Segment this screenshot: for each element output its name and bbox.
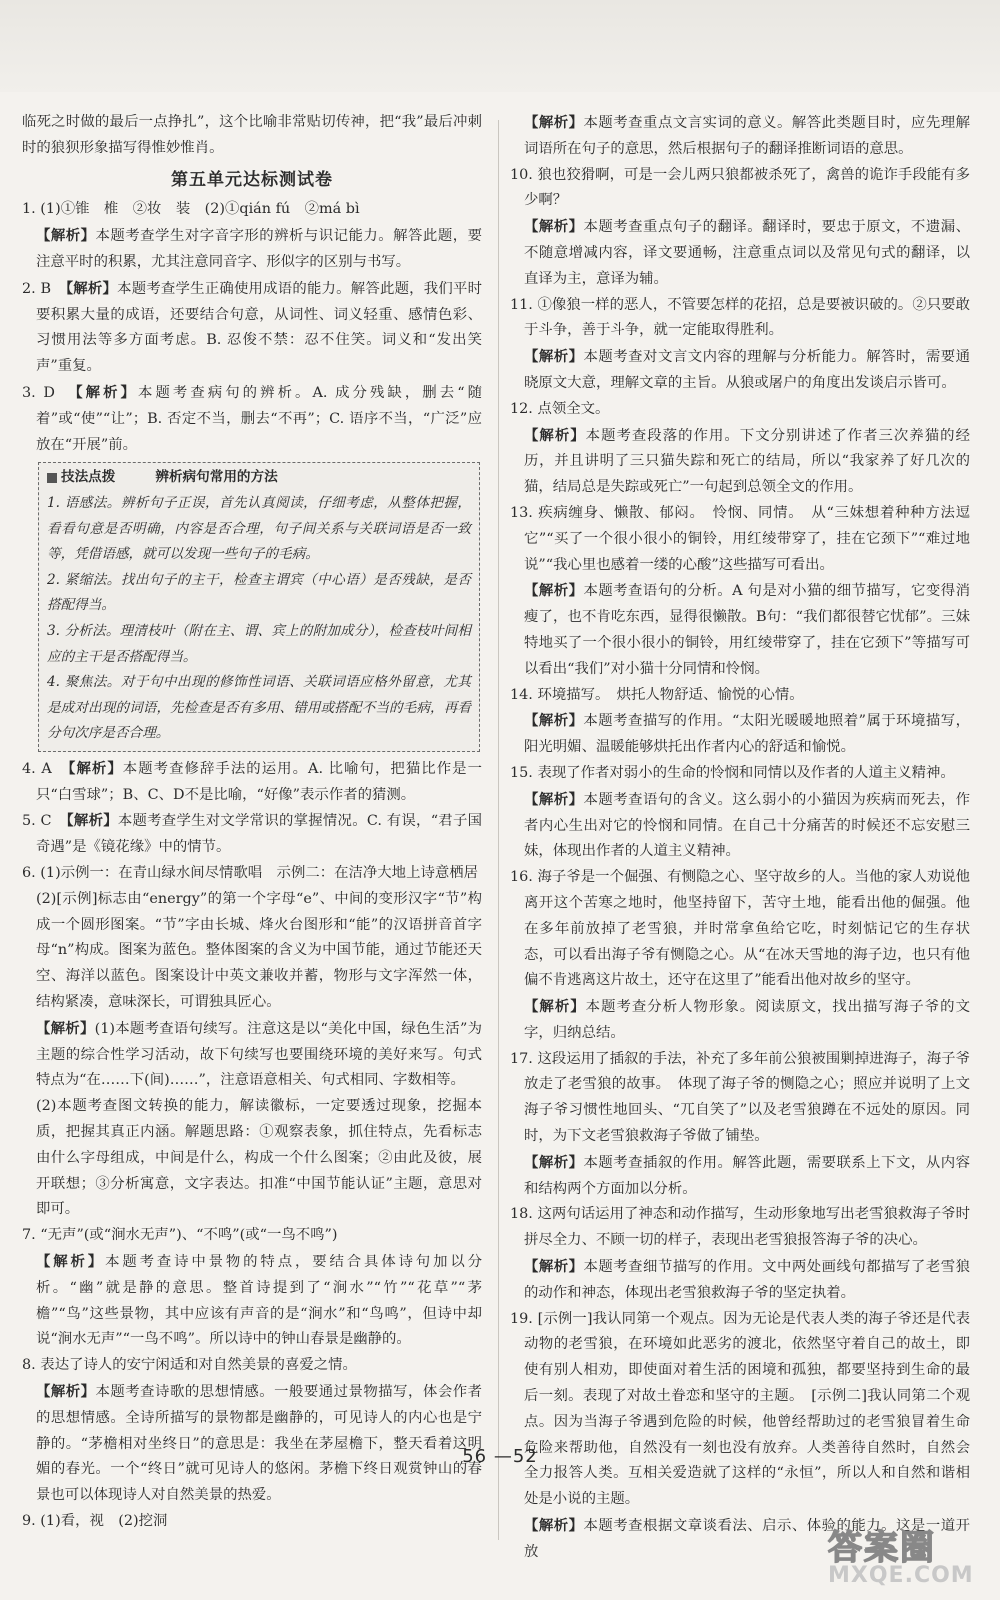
analysis-label: 【解析】 [36, 227, 96, 245]
tip-header [47, 465, 471, 491]
page-number [0, 1446, 1000, 1467]
analysis-label: 【解析】 [75, 383, 138, 401]
paragraph-text: 本题考查插叙的作用。解答此题，需要联系上下文，从内容和结构两个方面加以分析。 [524, 1154, 970, 1197]
analysis-paragraph [510, 578, 970, 682]
watermark-url: MXQE.COM [828, 1563, 974, 1588]
analysis-paragraph [510, 1254, 970, 1307]
watermark-logo: 答案圈 [828, 1528, 936, 1568]
paragraph-text: (1)本题考查语句续写。注意这是以“美化中国，绿色生活”为主题的综合性学习活动，故下句续写也要围绕环境的美好来写。句式特点为“在……下(间)……”，注意语意相关、句式相同、字数相等。 [36, 1020, 482, 1089]
analysis-paragraph [22, 223, 482, 276]
section-title [22, 168, 482, 194]
analysis-label: 【解析】 [65, 279, 118, 297]
answer-paragraph [510, 397, 970, 423]
analysis-label: 【解析】 [524, 1258, 584, 1276]
answer-paragraph [510, 501, 970, 578]
tip-item: 4. 聚焦法。对于句中出现的修饰性词语、关联词语应格外留意，尤其是成对出现的词语，先检查是否有多用、错用或搭配不当的毛病，再看分句次序是否合理。 [47, 674, 471, 742]
analysis-label: 【解析】 [524, 218, 584, 236]
answer-paragraph [510, 1047, 970, 1150]
answer-paragraph [22, 887, 482, 1016]
paragraph-text: 15. 表现了作者对弱小的生命的怜悯和同情以及作者的人道主义精神。 [510, 764, 955, 781]
tip-tag-label: 技法点拨 [61, 469, 116, 486]
answer-paragraph [510, 163, 970, 215]
analysis-label: 【解析】 [66, 812, 118, 830]
paragraph-text: 本题考查诗歌的思想情感。一般要通过景物描写，体会作者的思想情感。全诗所描写的景物都是幽静的，可见诗人的内心也是宁静的。“茅檐相对坐终日”的意思是：我坐在茅屋檐下，整天看着这明媚的春光。一个“终日”就可见诗人的悠闲。茅檐下终日观赏钟山的春景也可以体现诗人对自然美景的热爱。 [36, 1384, 482, 1504]
analysis-paragraph [510, 994, 970, 1047]
paragraph-text: 1. (1)①锥 椎 ②妆 装 (2)①qián fú ②má bì [22, 201, 360, 218]
paragraph-text: 本题考查语句的含义。这么弱小的小猫因为疾病而死去，作者内心生出对它的怜悯和同情。在自己十分痛苦的时候还不忘安慰三妹，体现出作者的人道主义精神。 [524, 791, 970, 860]
paragraph-text: 本题考查重点文言实词的意义。解答此类题目时，应先理解词语所在句子的意思，然后根据句子的翻译推断词语的意思。 [524, 115, 970, 157]
answer-choice: 4. A [22, 760, 69, 777]
paragraph-text: 本题考查根据文章谈看法、启示、体验的能力。这是一道开放 [524, 1518, 970, 1560]
analysis-label: 【解析】 [36, 1019, 95, 1037]
tip-heading: 辨析病句常用的方法 [155, 469, 278, 486]
paragraph-text: 本题考查语句的分析。A 句是对小猫的细节描写，它变得消瘦了，也不肯吃东西，显得很懒散。B句：“我们都很替它忧郁”。三妹特地买了一个很小很小的铜铃，用红绫带穿了，挂在它颈下”等描写可以看出“我们”对小猫十分同情和怜悯。 [524, 583, 970, 677]
paragraph-text: 13. 疾病缠身、懒散、郁闷。 怜悯、同情。 从“三妹想着种种方法逗它”“买了一个很小很小的铜铃，用红绫带穿了，挂在它颈下”“难过地说”“我心里也感着一缕的心酸”这些描写可看出。 [510, 504, 970, 573]
paragraph-text: 12. 点领全文。 [510, 400, 610, 417]
paragraph-text: 本题考查修辞手法的运用。A. 比喻句，把猫比作是一只“白雪球”；B、C、D不是比喻，“好像”表示作者的猜测。 [36, 760, 482, 803]
analysis-label: 【解析】 [524, 790, 584, 808]
analysis-paragraph [22, 1379, 482, 1509]
answer-paragraph [510, 683, 970, 709]
analysis-paragraph [510, 344, 970, 397]
watermark [828, 1520, 978, 1590]
answer-paragraph [22, 1509, 482, 1535]
analysis-paragraph [510, 110, 970, 163]
tip-item: 2. 紧缩法。找出句子的主干，检查主谓宾（中心语）是否残缺，是否搭配得当。 [47, 571, 471, 614]
analysis-label: 【解析】 [36, 1253, 106, 1271]
answer-paragraph [22, 1223, 482, 1249]
left-column [22, 110, 482, 1535]
page-number-main: 56 [462, 1446, 488, 1467]
paragraph-text: (2)[示例]标志由“energy”的第一个字母“e”、中间的变形汉字“节”构成一个圆形图案。“节”字由长城、烽火台图形和“能”的汉语拼音首字母“n”构成。图案为蓝色。整体图案的含义为中国节能，通过节能还天空、海洋以蓝色。图案设计中英文兼收并蓄，物形与文字浑然一体，结构紧凑，意味深长，可谓独具匠心。 [36, 890, 482, 1011]
paragraph-text: 临死之时做的最后一点挣扎”，这个比喻非常贴切传神，把“我”最后冲刺时的狼狈形象描写得惟妙惟肖。 [22, 114, 482, 156]
paragraph-text: 本题考查学生对字音字形的辨析与识记能力。解答此题，要注意平时的积累，尤其注意同音字、形似字的区别与书写。 [36, 228, 482, 270]
analysis-label: 【解析】 [524, 712, 584, 730]
paragraph-text: 本题考查描写的作用。“太阳光暖暖地照着”属于环境描写，阳光明媚、温暖能够烘托出作者内心的舒适和愉悦。 [524, 713, 970, 756]
paragraph-text: 本题考查段落的作用。下文分别讲述了作者三次养猫的经历，并且讲明了三只猫失踪和死亡的结局，所以“我家养了好几次的猫，结局总是失踪或死亡”一句起到总领全文的作用。 [524, 427, 970, 496]
paragraph-text: 本题考查细节描写的作用。文中两处画线句都描写了老雪狼的动作和神态，体现出老雪狼救海子爷的坚定执着。 [524, 1259, 970, 1301]
analysis-paragraph [22, 1249, 482, 1353]
paragraph-text: (2)本题考查图文转换的能力，解读徽标，一定要透过现象，挖掘本质，把握其真正内涵。解题思路：①观察表象，抓住特点，先看标志由什么字母组成，中间是什么，构成一个什么图案；②由此及彼，展开联想；③分析寓意，文字表达。扣准“中国节能认证”主题，意思对即可。 [36, 1098, 482, 1218]
analysis-paragraph [510, 423, 970, 501]
analysis-paragraph [22, 808, 482, 861]
answer-choice: 3. D [22, 384, 76, 401]
paragraph-text: 17. 这段运用了插叙的手法，补充了多年前公狼被围剿掉进海子，海子爷放走了老雪狼的故事。 体现了海子爷的恻隐之心；照应并说明了上文海子爷习惯性地回头、“兀自笑了”以及老雪狼蹲在不远处的原因。同时，为下文老雪狼救海子爷做了铺垫。 [510, 1050, 970, 1145]
tip-item: 1. 语感法。辨析句子正误，首先认真阅读，仔细考虑，从整体把握，看看句意是否明确，内容是否合理，句子间关系与关联词语是否一致等，凭借语感，就可以发现一些句子的毛病。 [47, 494, 471, 563]
paragraph-text: 16. 海子爷是一个倔强、有恻隐之心、坚守故乡的人。当他的家人劝说他离开这个苦寒之地时，他坚持留下，苦守土地，能看出他的倔强。他在多年前放掉了老雪狼，并时常拿鱼给它吃，时刻惦记它的生存状态，可以看出海子爷有恻隐之心。从“在冰天雪地的海子边，也只有他偏不肯逃离这片故土，还守在这里了”能看出他对故乡的坚守。 [510, 869, 970, 989]
paragraph-text: 19. [示例一]我认同第一个观点。因为无论是代表人类的海子爷还是代表动物的老雪狼，在环境如此恶劣的渡北，依然坚守着自己的故土，即使有别人相劝，即使面对着生活的困境和孤独，都要坚持到生命的最后一刻。表现了对故土眷恋和坚守的主题。 [示例二]我认同第二个观点。因为当海子爷遇到危险的时候，他曾经帮助过的老雪狼冒着生命危险来帮助他，自然没有一刻也没有放弃。人类善待自然时，自然会全力报答人类。互相关爱造就了这样的“永恒”，所以人和自然和谐相处是小说的主题。 [510, 1310, 970, 1508]
analysis-paragraph [510, 1150, 970, 1203]
paragraph-text: 第五单元达标测试卷 [171, 169, 333, 190]
analysis-paragraph [22, 380, 482, 458]
column-divider [498, 120, 499, 1540]
analysis-label: 【解析】 [524, 1153, 584, 1171]
analysis-paragraph [22, 276, 482, 380]
paragraph-text: 本题考查学生对文学常识的掌握情况。C. 有误，“君子国奇遇”是《镜花缘》中的情节。 [36, 813, 482, 856]
paragraph-text: 本题考查病句的辨析。A. 成分残缺，删去“随着”或“使”“让”；B. 否定不当，删去“不再”；C. 语序不当，“广泛”应放在“开展”前。 [36, 384, 482, 453]
page-number-sub: —52 [493, 1446, 538, 1467]
paragraph-text: 本题考查诗中景物的特点，要结合具体诗句加以分析。“幽”就是静的意思。整首诗提到了“涧水”“竹”“花草”“茅檐”“鸟”这些景物，其中应该有声音的是“涧水”和“鸟鸣”，但诗中却说“涧水无声”“一鸟不鸣”。所以诗中的钟山春景是幽静的。 [36, 1254, 482, 1348]
paragraph-text: 11. ①像狼一样的恶人，不管要怎样的花招，总是要被识破的。②只要敢于斗争，善于斗争，就一定能取得胜利。 [510, 296, 970, 339]
paragraph-text: 本题考查分析人物形象。阅读原文，找出描写海子爷的文字，归纳总结。 [524, 999, 970, 1041]
paragraph-text: 本题考查重点句子的翻译。翻译时，要忠于原文，不遗漏、不随意增减内容，译文要通畅，注意重点词以及常见句式的翻译，以直译为主，意译为辅。 [524, 219, 970, 287]
page-top-band [0, 0, 1000, 92]
paragraph-text: 18. 这两句话运用了神态和动作描写，生动形象地写出老雪狼救海子爷时拼尽全力、不顾一切的样子，表现出老雪狼报答海子爷的决心。 [510, 1206, 970, 1249]
answer-paragraph [510, 865, 970, 994]
analysis-paragraph [510, 787, 970, 865]
analysis-label: 【解析】 [524, 582, 584, 600]
answer-choice: 2. B [22, 280, 66, 297]
paragraph-text: 本题考查学生正确使用成语的能力。解答此题，我们平时要积累大量的成语，还要结合句意，从词性、词义轻重、感情色彩、习惯用法等多方面考虑。B. 忍俊不禁：忍不住笑。词义和“发出笑声”重复。 [36, 280, 482, 375]
tip-tag [47, 465, 115, 491]
answer-paragraph [22, 1353, 482, 1379]
analysis-label: 【解析】 [524, 114, 584, 131]
tip-item: 3. 分析法。理清枝叶（附在主、谓、宾上的附加成分），检查枝叶间相应的主干是否搭配得当。 [47, 622, 471, 665]
answer-paragraph [510, 293, 970, 345]
answer-paragraph [22, 110, 482, 162]
answer-paragraph [510, 1307, 970, 1513]
analysis-label: 【解析】 [524, 426, 586, 444]
answer-choice: 5. C [22, 813, 67, 830]
analysis-label: 【解析】 [524, 348, 584, 366]
paragraph-text: 6. (1)示例一：在青山绿水间尽情歌唱 示例二：在洁净大地上诗意栖居 [22, 865, 479, 882]
paragraph-text: 10. 狼也狡猾啊，可是一会儿两只狼都被杀死了，禽兽的诡诈手段能有多少啊？ [510, 166, 970, 209]
paragraph-text: 9. (1)看，视 (2)挖洞 [22, 1513, 168, 1529]
answer-paragraph [510, 761, 970, 787]
right-column [510, 110, 970, 1566]
analysis-label: 【解析】 [524, 1517, 584, 1535]
answer-page [22, 110, 982, 1560]
answer-paragraph [22, 861, 482, 887]
analysis-paragraph [22, 756, 482, 809]
tip-square-icon [47, 473, 57, 483]
paragraph-text: 14. 环境描写。 烘托人物舒适、愉悦的心情。 [510, 686, 804, 703]
analysis-label: 【解析】 [524, 998, 586, 1016]
analysis-paragraph [22, 1016, 482, 1094]
paragraph-text: 8. 表达了诗人的安宁闲适和对自然美景的喜爱之情。 [22, 1357, 357, 1374]
analysis-paragraph [510, 214, 970, 292]
analysis-paragraph [510, 708, 970, 761]
answer-paragraph [22, 197, 482, 223]
analysis-label: 【解析】 [36, 1383, 96, 1401]
analysis-label: 【解析】 [68, 759, 123, 777]
paragraph-text: 本题考查对文言文内容的理解与分析能力。解答时，需要通晓原文大意，理解文章的主旨。从狼或屠户的角度出发谈启示皆可。 [524, 349, 970, 391]
paragraph-text: 7. “无声”(或“涧水无声”)、“不鸣”(或“一鸟不鸣”) [22, 1227, 338, 1244]
tip-box [38, 462, 480, 752]
answer-paragraph [22, 1094, 482, 1223]
answer-paragraph [510, 1202, 970, 1254]
